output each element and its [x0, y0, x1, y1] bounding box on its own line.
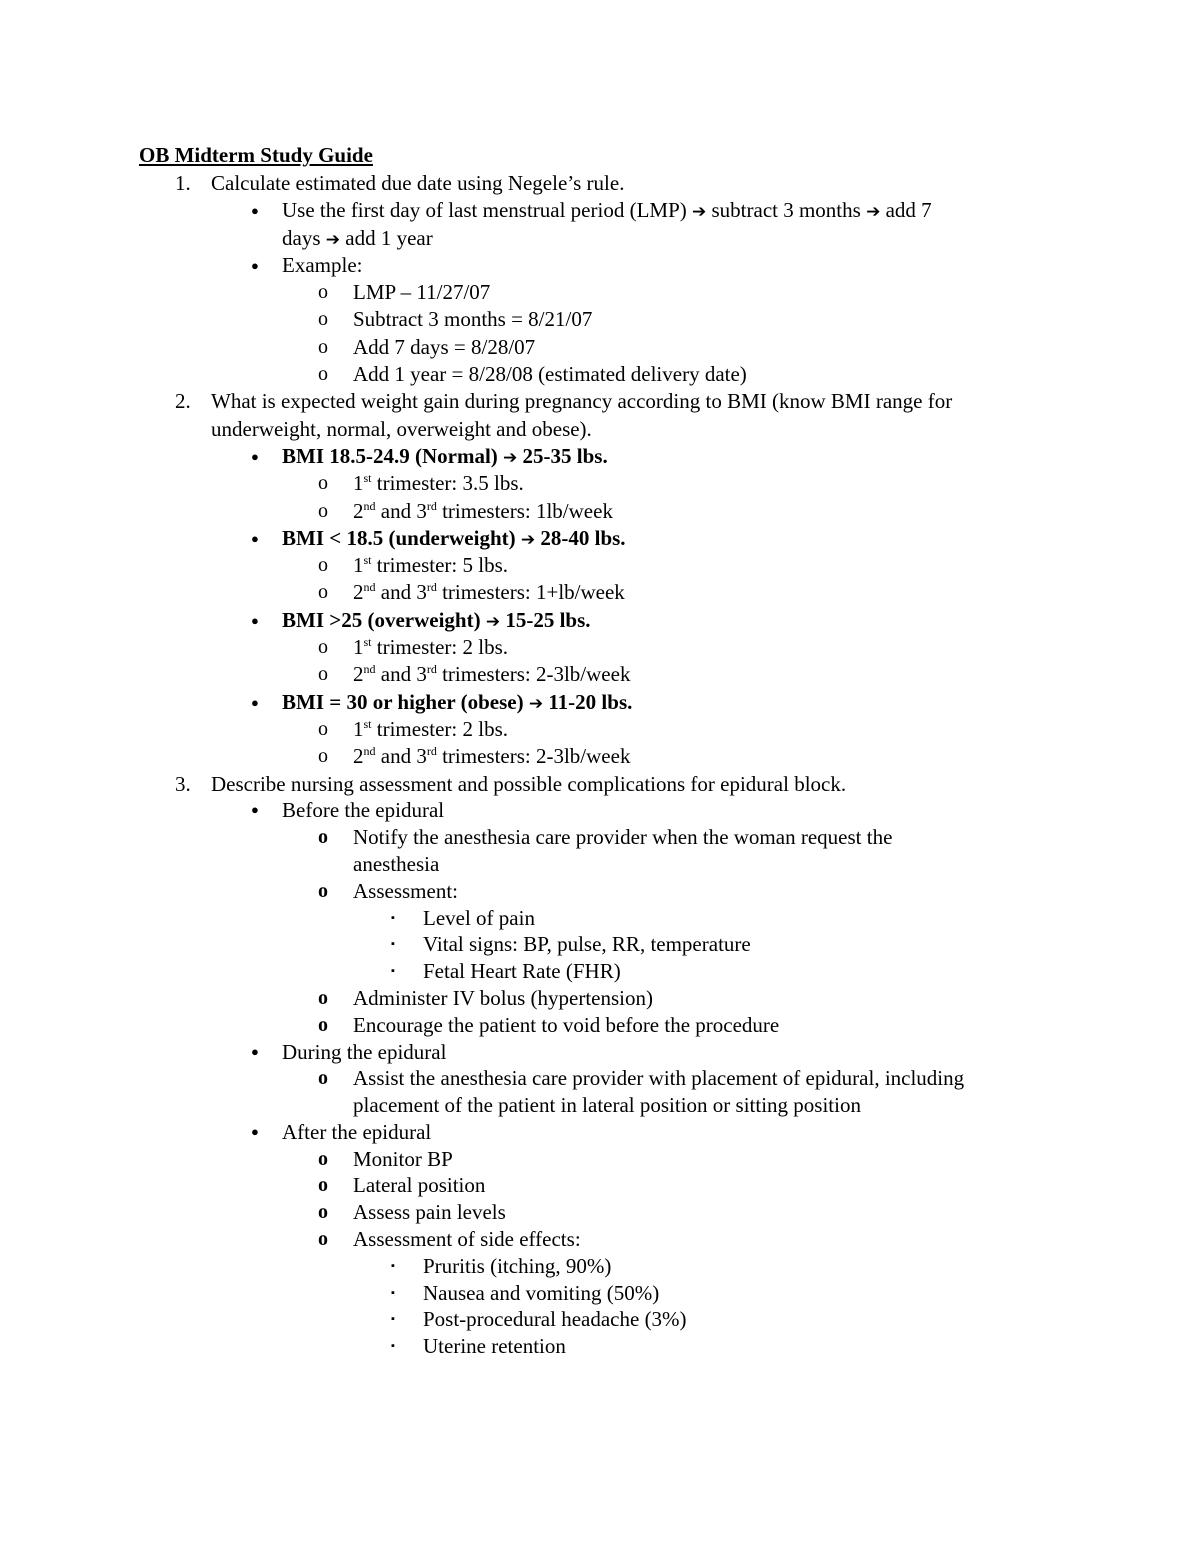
question-1 — [0, 170, 1200, 197]
sub-list-item — [0, 279, 1200, 306]
sub-list-item: o 1st trimester: 5 lbs. — [0, 552, 1200, 579]
circle-bullet-icon: o — [318, 335, 328, 358]
circle-bullet-icon: o — [318, 717, 328, 740]
circle-bullet-icon: o — [318, 826, 328, 849]
sub-list-item-text: trimesters: 2-3lb/week — [436, 744, 631, 769]
square-bullet-icon: ▪ — [391, 1340, 395, 1353]
square-bullet-icon: ▪ — [391, 1286, 395, 1299]
circle-bullet-icon: o — [318, 472, 328, 495]
sub-list-item-text: Administer IV bolus (hypertension) — [353, 985, 653, 1010]
sub-list-item-text: trimesters: 1lb/week — [436, 498, 613, 523]
arrow-right-icon: ➔ — [528, 693, 544, 714]
square-bullet-icon: ▪ — [391, 965, 395, 978]
sub-list-item — [0, 1172, 1200, 1199]
circle-bullet-icon: o — [318, 1228, 328, 1251]
bullet-icon: ● — [251, 257, 259, 273]
sub-list-item: o 1st trimester: 2 lbs. — [0, 716, 1200, 743]
sub-list-item-text: trimester: 2 lbs. — [371, 635, 508, 660]
circle-bullet-icon: o — [318, 1067, 328, 1090]
sub-list-item: o 2nd and 3rd trimesters: 1+lb/week — [0, 579, 1200, 606]
square-bullet-icon: ▪ — [391, 1313, 395, 1326]
arrow-right-icon: ➔ — [692, 202, 707, 223]
square-bullet-icon: ▪ — [391, 911, 395, 924]
bmi-category — [0, 607, 1200, 634]
circle-bullet-icon: o — [318, 499, 328, 522]
sub-list-item — [0, 1146, 1200, 1173]
list-number: 3. — [175, 771, 191, 796]
circle-bullet-icon: o — [318, 745, 328, 768]
circle-bullet-icon: o — [318, 554, 328, 577]
sub-list-item — [0, 1065, 1200, 1092]
sub-list-item — [0, 361, 1200, 388]
bullet-icon: ● — [251, 612, 259, 628]
question-2 — [0, 388, 1200, 415]
question-text: Calculate estimated due date using Negele’s rule. — [211, 171, 625, 195]
circle-bullet-icon: o — [318, 1201, 328, 1224]
list-item — [0, 797, 1200, 824]
sub-list-item-text: Add 7 days = 8/28/07 — [353, 334, 536, 359]
sub-list-item-text: Assessment: — [353, 878, 458, 903]
sub-list-item: o 2nd and 3rd trimesters: 2-3lb/week — [0, 661, 1200, 688]
document-body — [0, 170, 1200, 1360]
arrow-right-icon: ➔ — [325, 229, 340, 250]
list-number: 1. — [175, 171, 191, 195]
circle-bullet-icon: o — [318, 1013, 328, 1036]
list-item-text: Before the epidural — [282, 798, 445, 823]
weight-gain: 15-25 lbs. — [500, 607, 591, 632]
sub-list-item-text: Encourage the patient to void before the procedure — [353, 1012, 780, 1037]
sub-list-item-text: Notify the anesthesia care provider when the woman request the — [353, 825, 893, 850]
sub-list-item — [0, 1012, 1200, 1039]
sub-list-item-continuation — [0, 1092, 1200, 1119]
arrow-right-icon: ➔ — [866, 202, 881, 223]
list-item-text: During the epidural — [282, 1039, 447, 1064]
bmi-range: BMI 18.5-24.9 (Normal) — [282, 443, 504, 468]
circle-bullet-icon: o — [318, 1147, 328, 1170]
sub-list-item — [0, 1199, 1200, 1226]
list-item-text: add 7 — [880, 198, 932, 223]
circle-bullet-icon: o — [318, 636, 328, 659]
sub-list-item: o 1st trimester: 3.5 lbs. — [0, 470, 1200, 497]
list-item — [0, 252, 1200, 279]
bmi-category — [0, 525, 1200, 552]
sub-list-item: o 2nd and 3rd trimesters: 2-3lb/week — [0, 743, 1200, 770]
circle-bullet-icon: o — [318, 581, 328, 604]
bmi-range: BMI >25 (overweight) — [282, 607, 486, 632]
bullet-icon: ● — [251, 694, 259, 710]
sub-sub-list-item-text: Fetal Heart Rate (FHR) — [423, 959, 621, 984]
bmi-range: BMI < 18.5 (underweight) — [282, 525, 521, 550]
sub-list-item — [0, 334, 1200, 361]
sub-list-item-text: trimesters: 1+lb/week — [436, 580, 625, 605]
circle-bullet-icon: o — [318, 986, 328, 1009]
sub-sub-list-item — [0, 958, 1200, 985]
list-number: 2. — [175, 389, 191, 414]
question-text: underweight, normal, overweight and obese). — [211, 416, 592, 441]
sub-list-item-text: trimesters: 2-3lb/week — [436, 662, 631, 687]
sub-list-item-text: Assist the anesthesia care provider with placement of epidural, including — [353, 1066, 965, 1091]
sub-list-item-text: trimester: 3.5 lbs. — [371, 471, 524, 496]
sub-list-item-text: Assessment of side effects: — [353, 1227, 581, 1252]
sub-list-item: o 1st trimester: 2 lbs. — [0, 634, 1200, 661]
list-item — [0, 197, 1200, 224]
question-3 — [0, 771, 1200, 798]
sub-list-item-text: Subtract 3 months = 8/21/07 — [353, 307, 593, 332]
sub-sub-list-item — [0, 1306, 1200, 1333]
circle-bullet-icon: o — [318, 281, 328, 304]
bmi-category — [0, 443, 1200, 470]
sub-sub-list-item-text: Nausea and vomiting (50%) — [423, 1280, 660, 1305]
weight-gain: 25-35 lbs. — [517, 443, 608, 468]
sub-sub-list-item — [0, 1253, 1200, 1280]
sub-list-item — [0, 878, 1200, 905]
circle-bullet-icon: o — [318, 663, 328, 686]
list-item-text: subtract 3 months — [706, 198, 867, 223]
square-bullet-icon: ▪ — [391, 938, 395, 951]
sub-sub-list-item-text: Level of pain — [423, 905, 535, 930]
bullet-icon: ● — [251, 530, 259, 546]
arrow-right-icon: ➔ — [520, 529, 536, 550]
sub-sub-list-item — [0, 931, 1200, 958]
sub-list-item-text: LMP – 11/27/07 — [353, 280, 491, 305]
weight-gain: 28-40 lbs. — [535, 525, 626, 550]
bmi-range: BMI = 30 or higher (obese) — [282, 689, 529, 714]
bullet-icon: ● — [251, 1123, 259, 1139]
document-title: OB Midterm Study Guide — [139, 143, 373, 167]
sub-sub-list-item-text: Vital signs: BP, pulse, RR, temperature — [423, 932, 751, 957]
bullet-icon: ● — [251, 448, 259, 464]
sub-sub-list-item-text: Post-procedural headache (3%) — [423, 1307, 687, 1332]
sub-list-item-text: placement of the patient in lateral position or sitting position — [353, 1093, 861, 1118]
sub-sub-list-item — [0, 1333, 1200, 1360]
sub-list-item — [0, 306, 1200, 333]
sub-list-item — [0, 1226, 1200, 1253]
bullet-icon: ● — [251, 203, 259, 219]
sub-sub-list-item-text: Uterine retention — [423, 1334, 566, 1359]
bullet-icon: ● — [251, 802, 259, 818]
list-item-text: Example: — [282, 252, 363, 277]
bmi-category — [0, 689, 1200, 716]
sub-list-item — [0, 985, 1200, 1012]
list-item — [0, 1039, 1200, 1066]
square-bullet-icon: ▪ — [391, 1259, 395, 1272]
list-item-continuation — [0, 225, 1200, 252]
circle-bullet-icon: o — [318, 879, 328, 902]
question-text: Describe nursing assessment and possible complications for epidural block. — [211, 771, 847, 796]
list-item-text: After the epidural — [282, 1119, 432, 1144]
arrow-right-icon: ➔ — [503, 447, 518, 468]
sub-sub-list-item-text: Pruritis (itching, 90%) — [423, 1253, 612, 1278]
question-continuation — [0, 416, 1200, 443]
bullet-icon: ● — [251, 1043, 259, 1059]
sub-list-item-text: anesthesia — [353, 851, 440, 876]
sub-list-item-text: trimester: 5 lbs. — [371, 553, 508, 578]
sub-sub-list-item — [0, 905, 1200, 932]
sub-list-item-text: trimester: 2 lbs. — [371, 716, 508, 741]
sub-list-item-text: Add 1 year = 8/28/08 (estimated delivery date) — [353, 362, 747, 387]
sub-sub-list-item — [0, 1280, 1200, 1307]
circle-bullet-icon: o — [318, 363, 328, 386]
sub-list-item-text: Lateral position — [353, 1173, 486, 1198]
weight-gain: 11-20 lbs. — [543, 689, 633, 714]
list-item-text: Use the first day of last menstrual period (LMP) — [282, 198, 692, 223]
question-text: What is expected weight gain during pregnancy according to BMI (know BMI range for — [211, 389, 953, 414]
arrow-right-icon: ➔ — [485, 611, 501, 632]
sub-list-item-text: Assess pain levels — [353, 1200, 506, 1225]
sub-list-item-continuation — [0, 851, 1200, 878]
sub-list-item — [0, 824, 1200, 851]
list-item-text: days — [282, 225, 326, 250]
list-item — [0, 1119, 1200, 1146]
circle-bullet-icon: o — [318, 1174, 328, 1197]
sub-list-item: o 2nd and 3rd trimesters: 1lb/week — [0, 498, 1200, 525]
list-item-text: add 1 year — [340, 225, 433, 250]
circle-bullet-icon: o — [318, 308, 328, 331]
sub-list-item-text: Monitor BP — [353, 1146, 453, 1171]
